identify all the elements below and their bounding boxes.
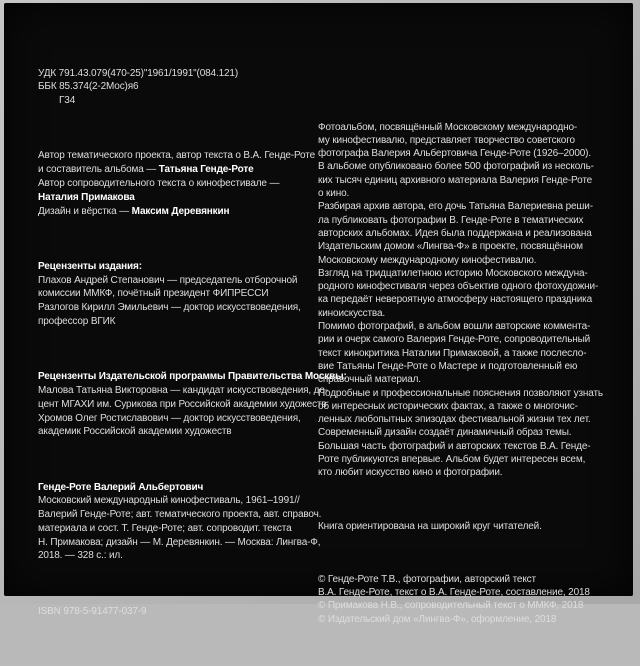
text-line — [318, 254, 618, 267]
plain-text: цент МГАХИ им. Сурикова при Российской академии художеств — [38, 398, 327, 410]
plain-text: кто любит искусство кино и фотографии. — [318, 467, 503, 479]
udc-classification-block — [38, 67, 318, 108]
text-line — [318, 333, 618, 346]
plain-text: и составитель альбома — — [38, 164, 159, 176]
text-line — [38, 536, 321, 550]
text-line — [318, 280, 618, 293]
plain-text: му кинофестивалю, представляет творчество советского — [318, 134, 575, 146]
emphasized-text: Рецензенты Издательской программы Правительства Москвы: — [38, 371, 347, 383]
plain-text: текст кинокритика Наталии Примаковой, а также послесло- — [318, 347, 587, 359]
text-line — [38, 163, 318, 177]
plain-text: ISBN 978-5-91477-037-9 — [38, 605, 147, 617]
text-line — [38, 149, 318, 163]
text-line — [38, 94, 318, 108]
text-line — [318, 466, 618, 479]
text-line — [318, 240, 618, 253]
emphasized-text: Максим Деревянкин — [131, 205, 230, 217]
plain-text: Большая часть фотографий и авторских текстов В.А. Генде- — [318, 440, 591, 452]
plain-text: Взгляд на тридцатилетнюю историю Московского междуна- — [318, 267, 588, 279]
plain-text: Автор тематического проекта, автор текста о В.А. Генде-Роте — [38, 150, 315, 162]
plain-text: родного кинофестиваля через объектив одного фотохудожни- — [318, 281, 599, 293]
text-line — [318, 586, 618, 599]
text-line — [318, 413, 618, 426]
text-line — [38, 370, 347, 384]
text-line — [38, 549, 318, 563]
plain-text: ла публиковать фотографии В. Генде-Роте в тематических — [318, 214, 584, 226]
text-line — [38, 205, 318, 219]
text-line — [318, 134, 618, 147]
right-column — [318, 94, 618, 666]
plain-text: профессор ВГИК — [38, 315, 116, 327]
emphasized-text: Наталия Примакова — [38, 191, 135, 203]
bibliographic-record-block — [38, 481, 322, 564]
plain-text: Подробные и профессиональные пояснения позволяют узнать — [318, 387, 603, 399]
text-line — [38, 605, 318, 619]
text-line — [38, 494, 318, 508]
text-line — [38, 191, 318, 205]
text-line — [38, 384, 328, 398]
plain-text: ка передаёт невероятную атмосферу настоящего праздника — [318, 294, 593, 306]
plain-text: рии и очерк самого Валерия Генде-Роте, сопроводительный — [318, 334, 591, 346]
plain-text: Издательским домом «Лингва-Ф» в проекте, посвящённом — [318, 241, 583, 253]
text-line — [318, 147, 618, 160]
isbn-block — [38, 605, 318, 619]
plain-text: © Издательский дом «Лингва-Ф», оформление, 2018 — [318, 613, 557, 625]
copyright-block — [318, 573, 618, 626]
plain-text: Роте публикуются впервые. Альбом будет интересен всем, — [318, 454, 586, 466]
text-line — [318, 400, 618, 413]
plain-text: фотографа Валерия Альбертовича Генде-Роте (1926–2000). — [318, 148, 591, 160]
plain-text: материала и сост. Т. Генде-Роте; авт. сопроводит. текста — [38, 522, 292, 534]
text-line — [38, 67, 318, 81]
text-line — [38, 274, 318, 288]
text-line — [318, 187, 618, 200]
book-colophon-page — [4, 3, 633, 625]
plain-text: Автор сопроводительного текста о кинофестивале — — [38, 177, 280, 189]
plain-text: академик Российской академии художеств — [38, 426, 232, 438]
text-line — [38, 398, 327, 412]
text-line — [38, 412, 318, 426]
plain-text: Фотоальбом, посвящённый Московскому международно- — [318, 121, 578, 133]
plain-text: Н. Примакова; дизайн — М. Деревянкин. — Москва: Лингва-Ф, — [38, 536, 321, 548]
emphasized-text: Генде-Роте Валерий Альбертович — [38, 481, 204, 493]
plain-text: В альбоме опубликовано более 500 фотографий из несколь- — [318, 161, 594, 173]
text-line — [38, 522, 318, 536]
plain-text: Современный дизайн создаёт динамичный образ темы. — [318, 427, 572, 439]
text-line — [318, 174, 618, 187]
reviewers-moscow-program-block — [38, 370, 347, 439]
plain-text: Валерий Генде-Роте; авт. тематического проекта, авт. справоч. — [38, 509, 322, 521]
text-line — [318, 613, 618, 626]
text-line — [38, 315, 318, 329]
text-line — [318, 599, 618, 612]
plain-text: Московский международный кинофестиваль, 1961–1991// — [38, 495, 300, 507]
plain-text: Малова Татьяна Викторовна — кандидат искусствоведения, до- — [38, 384, 328, 396]
plain-text: комиссии ММКФ, почётный президент ФИПРЕССИ — [38, 288, 269, 300]
text-line — [318, 160, 618, 173]
plain-text: Московскому международному кинофестивалю. — [318, 254, 537, 266]
plain-text: Помимо фотографий, в альбом вошли авторские коммента- — [318, 321, 591, 333]
plain-text: ББК 85.374(2-2Мос)я6 — [38, 81, 139, 93]
text-line — [318, 373, 618, 386]
text-line — [38, 301, 318, 315]
text-line — [318, 360, 618, 373]
plain-text: ленных любопытных эпизодах фестивальной жизни тех лет. — [318, 414, 591, 426]
reviewers-edition-block — [38, 260, 318, 329]
left-column — [38, 39, 347, 660]
plain-text: Г34 — [38, 95, 76, 107]
text-line — [318, 307, 618, 320]
text-line — [318, 200, 618, 213]
text-line — [318, 520, 618, 533]
text-line — [318, 347, 618, 360]
plain-text: 2018. — 328 с.: ил. — [38, 550, 123, 562]
credits-block — [38, 149, 318, 218]
plain-text: авторских альбомах. Идея была поддержана и реализована — [318, 227, 592, 239]
plain-text: справочный материал. — [318, 374, 421, 386]
plain-text: вие Татьяны Генде-Роте о Мастере и подготовленный ею — [318, 360, 578, 372]
text-line — [38, 508, 322, 522]
plain-text: Разбирая архив автора, его дочь Татьяна Валериевна реши- — [318, 201, 593, 213]
plain-text: Разлогов Кирилл Эмильевич — доктор искусствоведения, — [38, 302, 301, 314]
text-line — [318, 426, 618, 439]
plain-text: Книга ориентирована на широкий круг читателей. — [318, 520, 542, 532]
plain-text: об интересных исторических фактах, а также о многочис- — [318, 400, 578, 412]
emphasized-text: Татьяна Генде-Роте — [158, 164, 254, 176]
text-line — [318, 267, 618, 280]
text-line — [38, 481, 318, 495]
text-line — [38, 260, 318, 274]
plain-text: © Генде-Роте Т.В., фотографии, авторский текст — [318, 573, 536, 585]
text-line — [318, 121, 618, 134]
text-line — [318, 293, 618, 306]
plain-text: ких тысяч единиц архивного материала Валерия Генде-Роте — [318, 174, 593, 186]
text-line — [318, 227, 618, 240]
plain-text: © Примакова Н.В., сопроводительный текст о ММКФ, 2018 — [318, 600, 584, 612]
text-line — [38, 425, 318, 439]
text-line — [38, 177, 318, 191]
plain-text: Дизайн и вёрстка — — [38, 205, 132, 217]
text-line — [38, 287, 318, 301]
plain-text: Хромов Олег Ростиславович — доктор искусствоведения, — [38, 412, 301, 424]
text-line — [318, 387, 618, 400]
plain-text: В.А. Генде-Роте, текст о В.А. Генде-Роте, составление, 2018 — [318, 586, 590, 598]
emphasized-text: Рецензенты издания: — [38, 260, 142, 272]
plain-text: о кино. — [318, 188, 350, 200]
text-line — [318, 440, 618, 453]
audience-block — [318, 520, 618, 533]
text-line — [318, 453, 618, 466]
plain-text: Плахов Андрей Степанович — председатель отборочной — [38, 274, 298, 286]
text-line — [318, 214, 618, 227]
text-line — [318, 573, 618, 586]
text-line — [38, 80, 318, 94]
annotation-block — [318, 121, 618, 480]
plain-text: киноискусства. — [318, 307, 386, 319]
plain-text: УДК 791.43.079(470-25)"1961/1991"(084.121) — [38, 67, 239, 79]
text-line — [318, 320, 618, 333]
